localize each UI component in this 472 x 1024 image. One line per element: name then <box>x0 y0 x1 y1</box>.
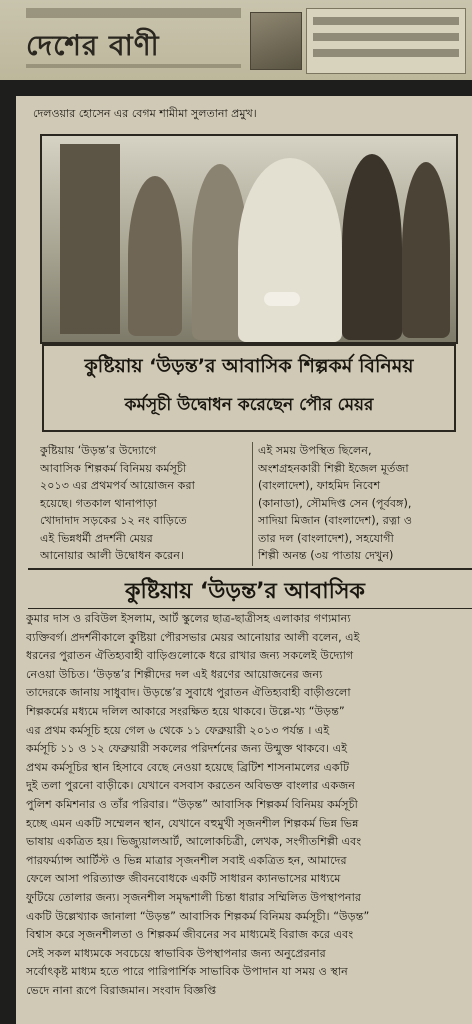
body-line: সর্বোৎকৃষ্ট মাধ্যম হতে পারে পারিপার্শিক সাভাবিক উপাদান যা সময় ও স্থান <box>26 965 348 979</box>
body-line: শিল্পকর্মের মধ্যমে দলিল আকারে সংরক্ষিত হয়ে থাকবে। উল্লে-খ্য “উড়ন্ত” <box>26 704 345 718</box>
body-line: পারফর্ম্যান্স আর্টিস্ট ও ভিন্ন মাত্রার সৃজনশীল সবাই একত্রিত হন, আমাদের <box>26 853 347 867</box>
body-line: পুলিশ কমিশনার ও তাঁর পরিবার। “উড়ন্ত” আবাসিক শিল্পকর্ম বিনিময় কর্মসূচী <box>26 797 358 811</box>
masthead-top-strip <box>26 8 241 18</box>
ad-text-line <box>313 33 459 41</box>
column-line: হয়েছে। গতকাল থানাপাড়া <box>40 496 157 510</box>
body-line: দুই তলা পুরনো বাড়ীকে। যেখানে বসবাস করতেন অবিভক্ত বাংলার একজন <box>26 779 355 793</box>
body-line: ধরনের পুরাতন ঐতিহ্যবাহী বাড়িগুলোকে ধরে রাখার জন্য সকলেই উদ্যোগ <box>26 649 354 663</box>
body-line: এর প্রথম কর্মসূচি হয়ে গেল ৬ থেকে ১১ ফেব্রুয়ারী ২০১৩ পর্যন্ত । এই <box>26 723 330 737</box>
column-line: (কানাডা), সৌমদিপ্ত সেন (পূর্ববঙ্গ), <box>258 496 412 510</box>
top-text-line: দেলওয়ার হোসেন এর বেগম শামীমা সুলতানা প্রমুখ। <box>33 107 257 120</box>
article-right-column <box>258 442 454 568</box>
masthead-advertisement <box>306 8 466 74</box>
column-line: খোদাদাদ সড়কের ১২ নং বাড়িতে <box>40 514 187 527</box>
column-line: এই ভিন্নধর্মী প্রদর্শনী মেয়র <box>40 531 153 545</box>
column-line: শিল্পী অনন্ত (৩য় পাতায় দেখুন) <box>258 549 394 562</box>
ad-text-line <box>313 17 459 25</box>
column-line: আবাসিক শিল্পকর্ম বিনিময় কর্মসূচী <box>40 461 187 475</box>
section-divider <box>28 608 472 609</box>
news-photo <box>40 134 458 344</box>
headline-box <box>42 344 456 432</box>
newspaper-masthead <box>0 0 472 80</box>
body-line: বিশ্বাস করে সৃজনশীলতা ও শিল্পকর্ম জীবনের সব মাধ্যমেই বিরাজ করে এবং <box>26 928 354 942</box>
headline-line-2: কর্মসূচী উদ্বোধন করেছেন পৌর মেয়র <box>124 395 374 415</box>
body-line: কুমার দাস ও রবিউল ইসলাম, আর্ট স্কুলের ছাত্র-ছাত্রীসহ এলাকার গণ্যমান্য <box>26 612 351 625</box>
body-line: হচ্ছে এমন একটি সম্মেলন স্থান, যেখানে বহুমুখী সৃজনশীল শিল্পকর্ম ভিন্ন ভিন্ন <box>26 816 359 830</box>
column-line: তার দল (বাংলাদেশ), সহযোগী <box>258 531 394 545</box>
masthead-photo <box>250 12 302 70</box>
article-left-column <box>40 442 252 568</box>
photo-person-mayor <box>238 158 342 342</box>
body-line: ফুটিয়ে তোলার জন্য। সৃজনশীল সমৃদ্ধশালী চিন্তা ধারার সম্মিলিত উপস্থাপনার <box>26 890 362 904</box>
continuation-body <box>26 610 472 1020</box>
body-line: কর্মসূচি ১১ ও ১২ ফেব্রুয়ারী সকলের পরিদর্শনের জন্য উন্মুক্ত থাকবে। এই <box>26 742 348 756</box>
newspaper-title: দেশের বাণী <box>26 29 160 62</box>
column-line: সাদিয়া মিজান (বাংলাদেশ), রত্না ও <box>258 514 413 527</box>
body-line: ফেলে আসা পরিত্যাক্ত জীবনবোধকে একটি সাধারন ক্যানভাসের মাধ্যমে <box>26 872 341 886</box>
body-line: সেই সকল মাধ্যমকে সবচেয়ে স্বাভাবিক উপস্থাপনার জন্য অনুপ্রেরনার <box>26 946 326 960</box>
column-divider <box>252 442 253 566</box>
body-line: ভাষায় একত্রিত হয়। ভিজ্যুয়ালআর্ট, আলোকচিত্রী, লেখক, সংগীতশিল্পী এবং <box>26 835 362 849</box>
photo-door <box>60 144 120 334</box>
photo-person <box>128 176 182 336</box>
photo-flower-garland <box>264 292 300 306</box>
body-line: তাদেরকে জানায় সাধুবাদ। উড়ন্তে’র সুবাধে পুরাতন ঐতিহ্যবাহী বাড়ীগুলো <box>26 686 351 700</box>
body-line: ব্যক্তিবর্গ। প্রদর্শনীকালে কুষ্টিয়া পৌরসভার মেয়র আনোয়ার আলী বলেন, এই <box>26 630 360 644</box>
column-line: এই সময় উপস্থিত ছিলেন, <box>258 444 372 457</box>
column-line: (বাংলাদেশ), ফাহমিদ নিবেশ <box>258 479 381 492</box>
newspaper-clipping <box>16 96 472 1024</box>
column-line: কুষ্টিয়ায় ‘উড়ন্ত’র উদ্যোগে <box>40 444 157 457</box>
photo-person <box>342 154 402 340</box>
headline-line-1: কুষ্টিয়ায় ‘উড়ন্ত’র আবাসিক শিল্পকর্ম বিনিময় <box>84 355 414 377</box>
section-divider <box>28 568 472 570</box>
photo-person <box>402 162 450 338</box>
column-line: আনোয়ার আলী উদ্বোধন করেন। <box>40 549 184 562</box>
body-line: নেওয়া উচিত। ‘উড়ন্ত’র শিল্পীদের দল এই ধরণের আয়োজনের জন্য <box>26 667 323 681</box>
column-line: ২০১৩ এর প্রথমপর্ব আয়োজন করা <box>40 479 195 492</box>
continuation-headline: কুষ্টিয়ায় ‘উড়ন্ত’র আবাসিক <box>125 579 365 604</box>
ad-text-line <box>313 49 459 57</box>
column-line: অংশগ্রহনকারী শিল্পী ইজেল মূর্তজা <box>258 461 409 475</box>
body-line: ভেদে নানা রূপে বিরাজমান। সংবাদ বিজ্ঞপ্তি <box>26 983 217 997</box>
body-line: প্রথম কর্মসূচির স্থান হিসাবে বেছে নেওয়া হয়েছে ব্রিটিশ শাসনামলের একটি <box>26 760 350 774</box>
body-line: একটি উল্লেখ্যাক জানালা “উড়ন্ত” আবাসিক শিল্পকর্ম বিনিময় কর্মসূচী। “উড়ন্ত” <box>26 909 370 923</box>
masthead-dateline <box>26 64 241 68</box>
